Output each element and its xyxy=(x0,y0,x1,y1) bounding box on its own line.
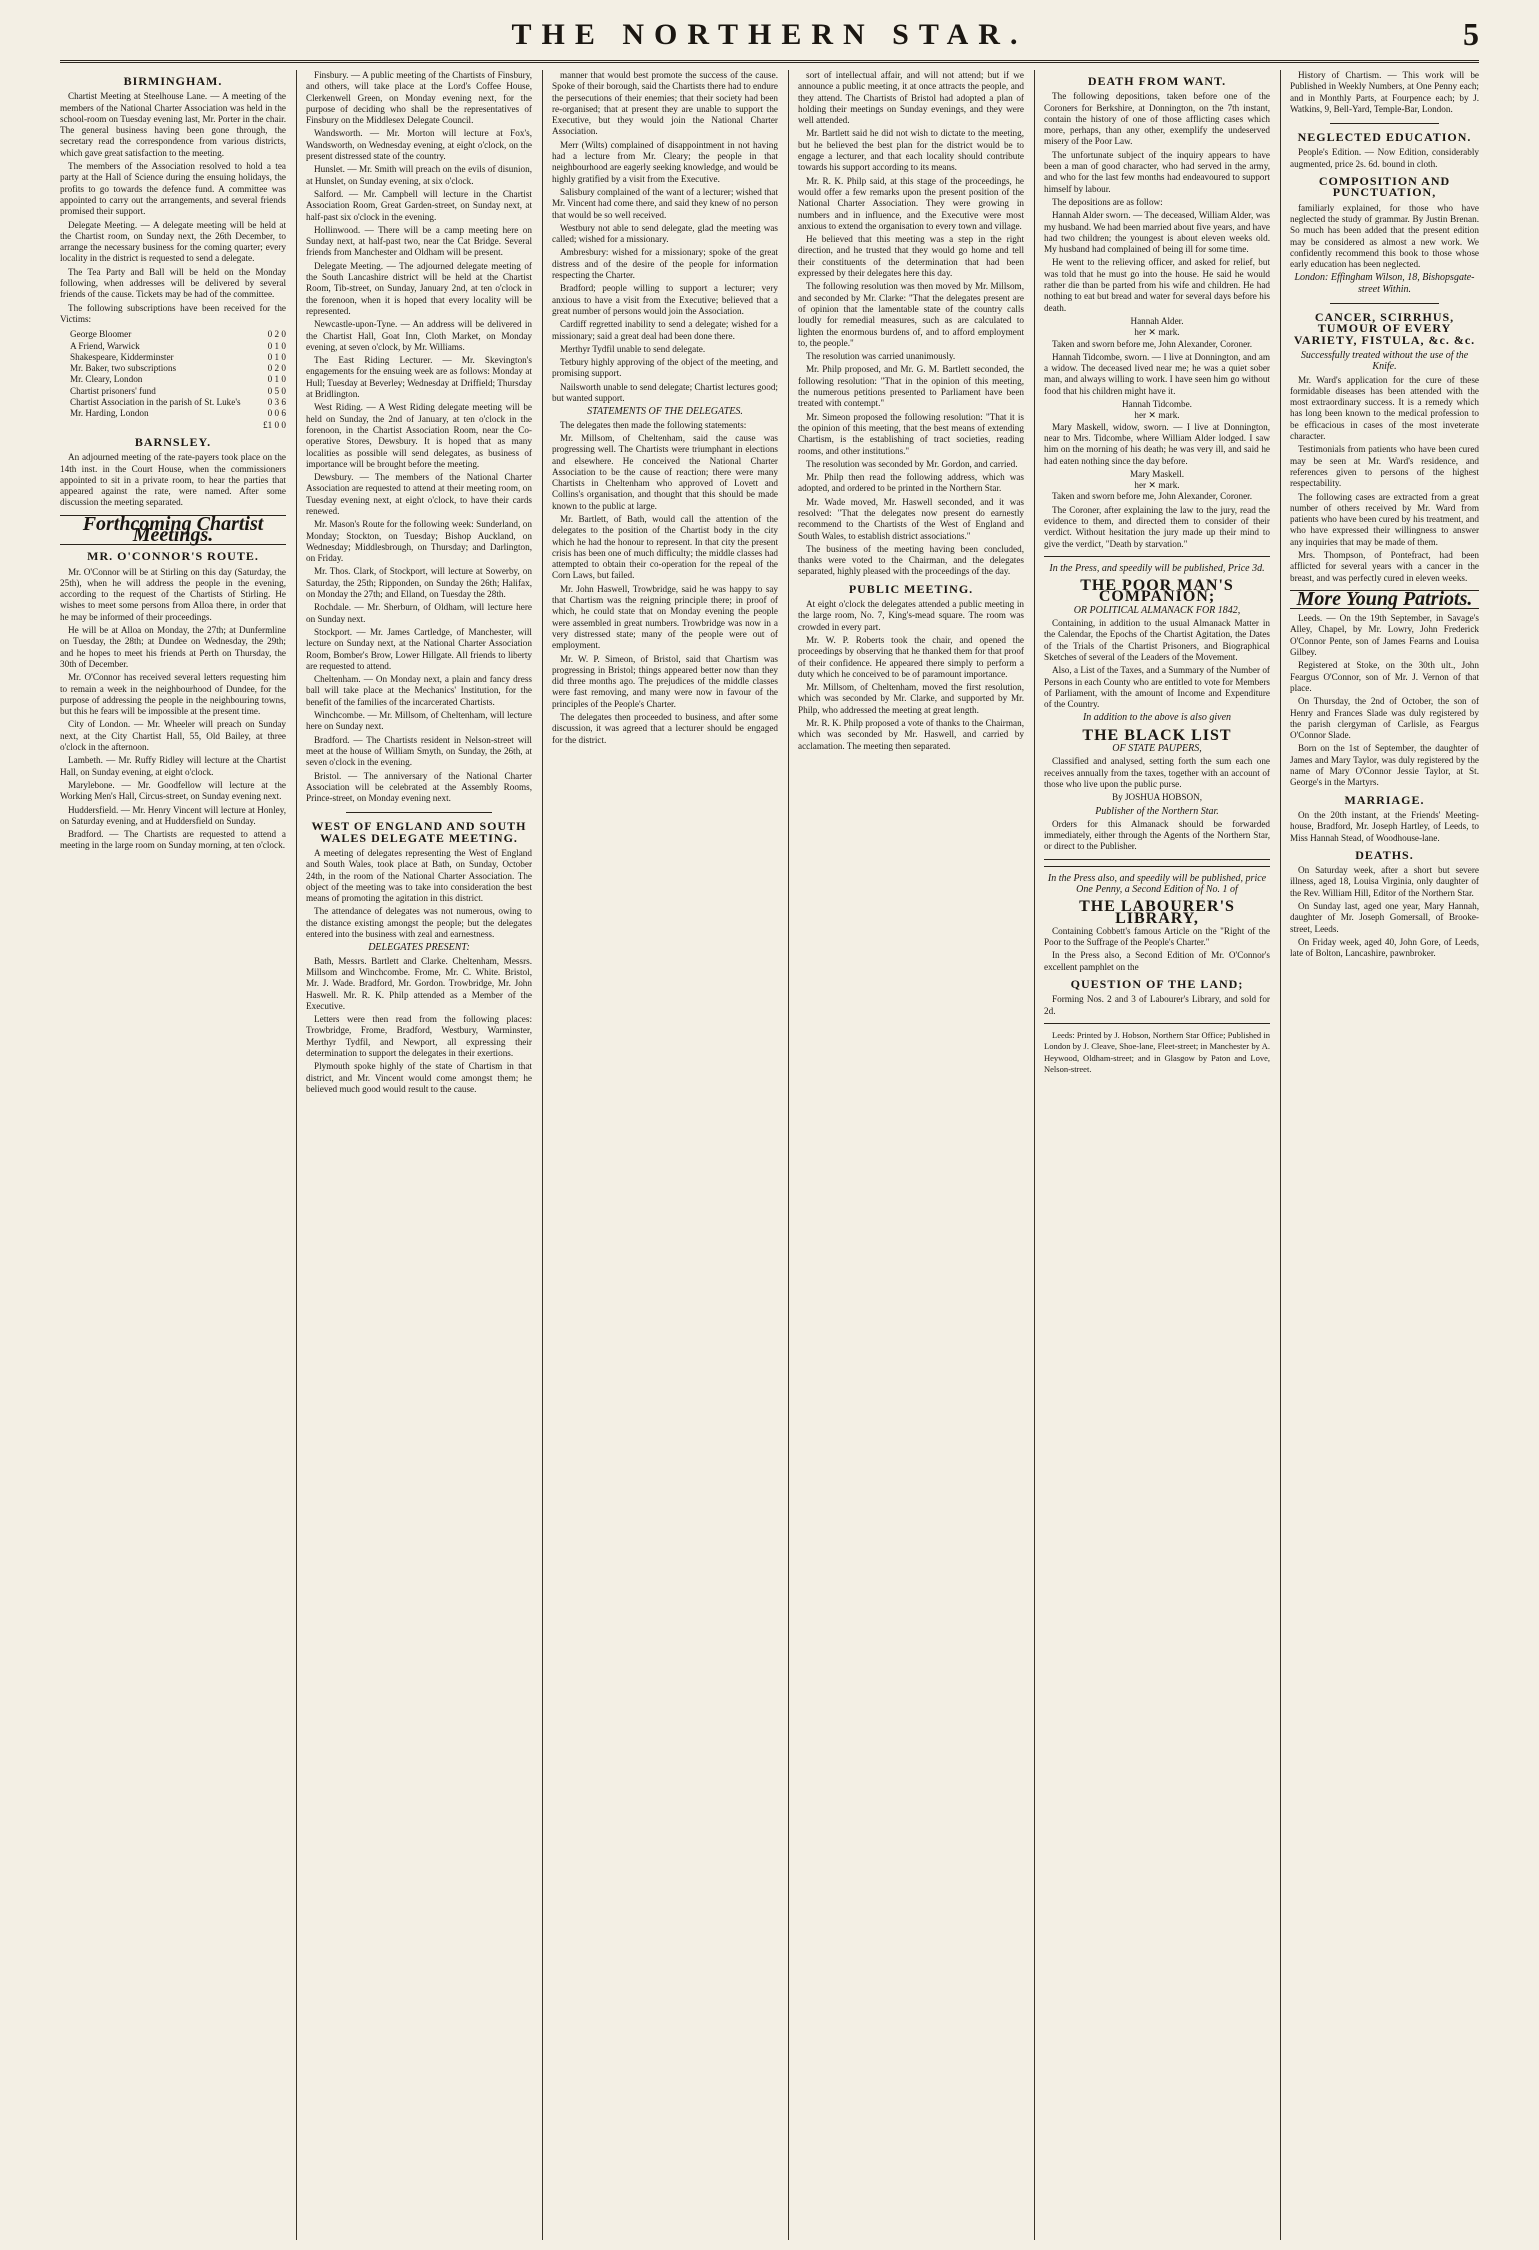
paragraph: Nailsworth unable to send delegate; Chartist lectures good; but wanted support. xyxy=(552,381,778,404)
paragraph: On Saturday week, after a short but severe illness, aged 18, Louisa Virginia, only daughter of the Rev. William Hill, Editor of the Northern Star. xyxy=(1290,865,1479,898)
paragraph: The depositions are as follow: xyxy=(1052,196,1163,207)
paragraph: Hunslet. — Mr. Smith will preach on the evils of disunion, at Hunslet, on Sunday evening, at six o'clock. xyxy=(306,164,532,186)
paragraph: Mr. Philp proposed, and Mr. G. M. Bartlett seconded, the following resolution: "That in the opinion of this meeting, the numerous petitions presented to Parliament have been treated with contempt." xyxy=(798,364,1024,409)
paragraph: The resolution was seconded by Mr. Gordon, and carried. xyxy=(806,458,1018,469)
paragraph: Rochdale. — Mr. Sherburn, of Oldham, will lecture here on Sunday next. xyxy=(306,602,532,624)
ad-title: COMPOSITION AND PUNCTUATION, xyxy=(1318,174,1451,200)
paragraph: The resolution was carried unanimously. xyxy=(806,351,956,362)
paragraph: History of Chartism. — This work will be Published in Weekly Numbers, at One Penny each; and in Monthly Parts, at Fourpence each; by J. Watkins, 9, Bell-Yard, Temple-Bar, London. xyxy=(1290,70,1479,114)
paragraph: Mr. O'Connor will be at Stirling on this day (Saturday, the 25th), when he will address the people in the evening, according to the request of the Chartists of Stirling. He wishes to meet some persons from Alloa there, in order that he may be informed of their proceedings. xyxy=(60,566,286,622)
paragraph: City of London. — Mr. Wheeler will preach on Sunday next, at the City Chartist Hall, 55, Old Bailey, at three o'clock in the afternoon. xyxy=(60,719,286,753)
signature-mark: her ✕ mark. xyxy=(1134,480,1180,491)
paragraph: Testimonials from patients who have been cured may be seen at Mr. Ward's residence, and references given to persons of the highest respectability. xyxy=(1290,444,1479,489)
paragraph: The Coroner, after explaining the law to the jury, read the evidence to them, and directed them to consider of their verdict. Without hesitation the jury made up their mind to give the verdict, "Death by starvation." xyxy=(1044,504,1270,549)
paragraph: The following resolution was then moved by Mr. Millsom, and seconded by Mr. Clarke: "That the delegates present are of opinion that the lamentable state of the country calls loudly for remedial measures, such as are calculated to lighten the enormous burdens of, and to afford employment to, the people." xyxy=(798,281,1024,348)
article-heading: DEATH FROM WANT. xyxy=(1087,74,1227,88)
subscription-amount: 0 2 0 xyxy=(267,363,286,374)
ad-subtitle: OR POLITICAL ALMANACK FOR 1842, xyxy=(1073,604,1241,616)
section-heading: Forthcoming Chartist Meetings. xyxy=(60,515,286,546)
column-4 xyxy=(798,70,1024,2240)
paragraph: The delegates then made the following statements: xyxy=(560,419,747,430)
subscription-row xyxy=(70,352,286,363)
paragraph: Mr. R. K. Philp said, at this stage of the proceedings, he would offer a few remarks upon the present position of the National Charter Association. They were growing in numbers and in influence, and the Executive were most anxious to extend the organisation to every town and village. xyxy=(798,175,1024,231)
paragraph: Mr. Ward's application for the cure of these formidable diseases has been attended with the most extraordinary success. It is a remedy which has long been known to the medical profession to be efficacious in cases of the most inveterate character. xyxy=(1290,374,1479,442)
paragraph: Mr. Wade moved, Mr. Haswell seconded, and it was resolved: "That the delegates now present do earnestly recommend to the Chartists of the West of England and South Wales, to establish district associations." xyxy=(798,496,1024,541)
subscription-row xyxy=(70,363,286,374)
paragraph: West Riding. — A West Riding delegate meeting will be held on Sunday, the 2nd of January, at ten o'clock in the forenoon, in the Chartist Association Room, near the Co-operative Stores, Dewsbury. It is hoped that as many localities as possible will send delegates, as business of importance will be brought before the meeting. xyxy=(306,402,532,469)
paragraph: Finsbury. — A public meeting of the Chartists of Finsbury, and others, will take place at the Lord's Coffee House, Clerkenwell Green, on Monday evening next, for the purpose of deciding who shall be the representatives of Finsbury on the Middlesex Delegate Council. xyxy=(306,70,532,126)
paragraph: At eight o'clock the delegates attended a public meeting in the large room, No. 7, King's-mead square. The room was crowded in every part. xyxy=(798,599,1024,632)
column-rule xyxy=(296,70,297,2240)
newspaper-title: THE NORTHERN STAR. xyxy=(511,18,1028,51)
column-3 xyxy=(552,70,778,2240)
ad-title: THE LABOURER'S LIBRARY, xyxy=(1079,898,1235,927)
paragraph: Westbury not able to send delegate, glad the meeting was called; wished for a missionary. xyxy=(552,222,778,245)
paragraph: Merthyr Tydfil unable to send delegate. xyxy=(560,343,706,354)
paragraph: Mr. R. K. Philp proposed a vote of thanks to the Chairman, which was seconded by Mr. Haswell, and carried by acclamation. The meeting then separated. xyxy=(798,718,1024,751)
signature-name: Mary Maskell. xyxy=(1129,468,1185,479)
ad-title: THE BLACK LIST xyxy=(1082,726,1232,744)
paragraph: sort of intellectual affair, and will not attend; but if we announce a public meeting, it at once attracts the people, and they attend. The Chartists of Bristol had adopted a plan of holding their meetings on Sunday evenings, and they were well attended. xyxy=(798,70,1024,126)
subscriber-name: A Friend, Warwick xyxy=(70,340,140,351)
subscription-amount: 0 2 0 xyxy=(267,329,286,340)
paragraph: Hollinwood. — There will be a camp meeting here on Sunday next, at half-past two, near the Cat Bridge. Several friends from Manchester and Oldham will be present. xyxy=(306,224,532,258)
sub-heading: DELEGATES PRESENT: xyxy=(368,942,470,954)
paragraph: On Sunday last, aged one year, Mary Hannah, daughter of Mr. Joseph Gomersall, of Brooke-street, Leeds. xyxy=(1290,901,1479,934)
page-number: 5 xyxy=(1463,16,1479,52)
paragraph: Tetbury highly approving of the object of the meeting, and promising support. xyxy=(552,357,778,379)
paragraph: The business of the meeting having been concluded, thanks were voted to the Chairman, and the delegates separated, highly pleased with the proceedings of the day. xyxy=(798,543,1024,577)
paragraph: He went to the relieving officer, and asked for relief, but was told that he must go into the house. He said he would rather die than be parted from his wife and children. He had nothing to eat but bread and water for several days before his death. xyxy=(1044,257,1270,313)
signature-name: Hannah Alder. xyxy=(1130,315,1184,326)
ad-subtitle: OF STATE PAUPERS, xyxy=(1112,743,1202,755)
sub-heading: STATEMENTS OF THE DELEGATES. xyxy=(587,406,743,418)
subscriber-name: George Bloomer xyxy=(70,329,132,340)
paragraph: Delegate Meeting. — The adjourned delegate meeting of the South Lancashire district will be held at the Chartist Room, Tib-street, on Sunday, January 2nd, at ten o'clock in the forenoon, when it is hoped that every locality will be represented. xyxy=(306,260,532,316)
separator xyxy=(1330,123,1439,124)
paragraph: On Thursday, the 2nd of October, the son of Henry and Frances Slade was duly registered by the parish clergyman of Carlisle, as Feargus O'Connor Slade. xyxy=(1290,696,1479,741)
paragraph: He will be at Alloa on Monday, the 27th; at Dunfermline on Tuesday, the 28th; at Dundee on Wednesday, the 29th; and he hopes to meet his friends at Perth on Thursday, the 30th of December. xyxy=(60,625,286,669)
paragraph: The Tea Party and Ball will be held on the Monday following, when addresses will be delivered by several friends of the cause. Tickets may be had of the committee. xyxy=(60,266,286,300)
subscription-amount: 0 5 0 xyxy=(267,385,286,396)
paragraph: Containing, in addition to the usual Almanack Matter in the Calendar, the Epochs of the Chartist Agitation, the Dates of the Trials of the Chartist Prisoners, and Biographical Sketches of several of the Leaders of the Movement. xyxy=(1044,618,1270,662)
column-rule xyxy=(788,70,789,2240)
paragraph: Mr. John Haswell, Trowbridge, said he was happy to say that Chartism was the reigning principle there; in proof of which, he could state that on Monday evening the people were assembled in great numbers. Trowbridge was now in a very distressed state; many of the people were out of employment. xyxy=(552,583,778,651)
paragraph: Hannah Alder sworn. — The deceased, William Alder, was my husband. We had been married about five years, and have had two children; the youngest is about eleven weeks old. My husband had complained of being ill for some time. xyxy=(1044,210,1270,255)
subscription-list xyxy=(70,329,286,431)
paragraph: Cheltenham. — On Monday next, a plain and fancy dress ball will take place at the Mechanics' Institution, for the benefit of the families of the incarcerated Chartists. xyxy=(306,674,532,707)
column-5 xyxy=(1044,70,1270,2240)
paragraph: Mrs. Thompson, of Pontefract, had been afflicted for several years with a cancer in the breast, and was perfectly cured in eleven weeks. xyxy=(1290,549,1479,583)
column-rule xyxy=(1034,70,1035,2240)
advertisement-almanack xyxy=(1044,556,1270,860)
subscriber-name: Shakespeare, Kidderminster xyxy=(70,351,174,362)
paragraph: Taken and sworn before me, John Alexander, Coroner. xyxy=(1052,338,1253,349)
paragraph: The East Riding Lecturer. — Mr. Skevington's engagements for the ensuing week are as follows: Monday at Hull; Tuesday at Beverley; Wednesday at Driffield; Thursday at Bridlington. xyxy=(306,355,532,400)
paragraph: Salford. — Mr. Campbell will lecture in the Chartist Association Room, Great Garden-street, on Sunday next, at half-past six o'clock in the evening. xyxy=(306,188,532,222)
subscription-row xyxy=(70,408,286,419)
paragraph: Orders for this Almanack should be forwarded immediately, either through the Agents of the Northern Star, or direct to the Publisher. xyxy=(1044,818,1270,852)
paragraph: Mr. Philp then read the following address, which was adopted, and ordered to be printed in the Northern Star. xyxy=(798,472,1024,494)
paragraph: Wandsworth. — Mr. Morton will lecture at Fox's, Wandsworth, on Wednesday evening, at eight o'clock, on the present distressed state of the country. xyxy=(306,128,532,162)
subscription-amount: 0 0 6 xyxy=(267,408,286,419)
paragraph: On Friday week, aged 40, John Gore, of Leeds, late of Bolton, Lancashire, pawnbroker. xyxy=(1290,936,1479,959)
subscription-row xyxy=(70,397,286,408)
subscription-row xyxy=(70,329,286,340)
paragraph: Mr. O'Connor has received several letters requesting him to remain a week in the neighbourhood of Dundee, for the purpose of addressing the people in the neighbouring towns, but this he fears will be impossible at the present time. xyxy=(60,672,286,717)
paragraph: Mr. Bartlett, of Bath, would call the attention of the delegates to the position of the Chartist body in the city which he had the honour to represent. In that city the present crisis has been one of much difficulty; the middle classes had attempted to obtain their co-operation for the repeal of the Corn Laws, but failed. xyxy=(552,513,778,581)
paragraph: familiarly explained, for those who have neglected the study of grammar. By Justin Brenan. So much has been added that the present edition may be considered as almost a new work. We confidently recommend this book to those whose early education has been neglected. xyxy=(1290,202,1479,270)
article-heading: MARRIAGE. xyxy=(1344,792,1425,807)
paragraph: Classified and analysed, setting forth the sum each one receives annually from the taxes, together with an account of those who live upon the public purse. xyxy=(1044,756,1270,789)
ad-author-subtitle: Publisher of the Northern Star. xyxy=(1095,805,1219,817)
subscription-amount: 0 1 0 xyxy=(267,351,286,362)
signature-name: Hannah Tidcombe. xyxy=(1122,399,1192,410)
paragraph: Bradford; people willing to support a lecturer; very anxious to have a visit from the Executive; believed that a great number of persons would join the Association. xyxy=(552,283,778,316)
paragraph: Letters were then read from the following places: Trowbridge, Frome, Bradford, Westbury, Warminster, Merthyr Tydfil, and Newport, all expressing their determination to support the delegates in their exertions. xyxy=(306,1014,532,1059)
paragraph: Born on the 1st of September, the daughter of James and Mary Taylor, was duly registered by the name of Mary O'Connor Jessie Taylor, at St. George's in the Martyrs. xyxy=(1290,743,1479,788)
paragraph: Mary Maskell, widow, sworn. — I live at Donnington, near to Mrs. Tidcombe, where William Alder lodged. I saw him on the morning of his death; he was very ill, and said he had eaten nothing since the day before. xyxy=(1044,421,1270,466)
paragraph: On the 20th instant, at the Friends' Meeting-house, Bradford, Mr. Joseph Hartley, of Leeds, to Miss Hannah Stead, of Woodhouse-lane. xyxy=(1290,809,1479,843)
paragraph: Dewsbury. — The members of the National Charter Association are requested to attend at their meeting room, on Tuesday evening next, at eight o'clock, to have their cards renewed. xyxy=(306,472,532,516)
column-6 xyxy=(1290,70,1479,2240)
article-heading: BIRMINGHAM. xyxy=(123,74,223,88)
paragraph: Bradford. — The Chartists resident in Nelson-street will meet at the house of William Smyth, on Sunday, the 26th, at seven o'clock in the evening. xyxy=(306,734,532,768)
masthead xyxy=(60,14,1479,63)
ad-title: CANCER, SCIRRHUS, TUMOUR OF EVERY VARIETY, FISTULA, &c. &c. xyxy=(1293,310,1476,347)
paragraph: Cardiff regretted inability to send a delegate; wished for a missionary; said a great deal had been done there. xyxy=(552,319,778,341)
ad-title: THE POOR MAN'S COMPANION; xyxy=(1080,577,1234,606)
article-heading: PUBLIC MEETING. xyxy=(848,581,974,596)
paragraph: Mr. W. P. Simeon, of Bristol, said that Chartism was progressing in Bristol; things appeared better now than they did three months ago. The prejudices of the middle classes were fast removing, and many were now in favour of the principles of the People's Charter. xyxy=(552,653,778,709)
subscription-row xyxy=(70,386,286,397)
article-heading: DEATHS. xyxy=(1355,847,1414,862)
paragraph: manner that would best promote the success of the cause. Spoke of their borough, said the Chartists there had to endure the persecutions of their enemies; that their society had been re-organised; that at present they are unable to support the Executive, but they would join the National Charter Association. xyxy=(552,70,778,137)
paragraph: In the Press also, a Second Edition of Mr. O'Connor's excellent pamphlet on the xyxy=(1044,950,1270,972)
subscriber-name: Mr. Cleary, London xyxy=(70,374,143,385)
signature-mark: her ✕ mark. xyxy=(1134,327,1180,338)
subscriber-name: Chartist prisoners' fund xyxy=(70,385,156,396)
ad-author: By JOSHUA HOBSON, xyxy=(1111,792,1203,803)
paragraph: Leeds. — On the 19th September, in Savage's Alley, Chapel, by Mr. Lowry, John Frederick O'Connor Pente, son of James Fearns and Louisa Gilbey. xyxy=(1290,613,1479,658)
paragraph: Registered at Stoke, on the 30th ult., John Feargus O'Connor, son of Mr. J. Vernon of that place. xyxy=(1290,660,1479,693)
paragraph: Bradford. — The Chartists are requested to attend a meeting in the large room on Sunday morning, at ten o'clock. xyxy=(60,829,286,851)
paragraph: Mr. W. P. Roberts took the chair, and opened the proceedings by observing that he thanked them for that proof of their confidence. He appeared there simply to perform a duty which he conceived to be of paramount importance. xyxy=(798,634,1024,679)
paragraph: Newcastle-upon-Tyne. — An address will be delivered in the Chartist Hall, Goat Inn, Cloth Market, on Monday evening, at seven o'clock, by Mr. Williams. xyxy=(306,319,532,352)
signature-mark: her ✕ mark. xyxy=(1134,410,1180,421)
paragraph: The following depositions, taken before one of the Coroners for Berkshire, at Donnington, on the 7th instant, contain the history of one of those afflicting cases which more, perhaps, than any other, exemplify the undeserved misery of the Poor Law. xyxy=(1044,91,1270,147)
article-heading: WEST OF ENGLAND AND SOUTH WALES DELEGATE MEETING. xyxy=(311,819,527,845)
subscription-amount: 0 1 0 xyxy=(267,340,286,351)
ad-title: NEGLECTED EDUCATION. xyxy=(1297,130,1472,145)
subscription-row xyxy=(70,374,286,385)
paragraph: Plymouth spoke highly of the state of Chartism in that district, and Mr. Vincent would come amongst them; he believed much good would result to the cause. xyxy=(306,1061,532,1094)
paragraph: Mr. Mason's Route for the following week: Sunderland, on Monday; Stockton, on Tuesday; Bishop Auckland, on Wednesday; Middlesbrough, on Thursday; and Darlington, on Friday. xyxy=(306,519,532,564)
paragraph: A meeting of delegates representing the West of England and South Wales, took place at Bath, on Sunday, October 24th, in the room of the National Charter Association. The object of the meeting was to take into consideration the best means of promoting the agitation in this district. xyxy=(306,848,532,904)
paragraph: The delegates then proceeded to business, and after some discussion, it was agreed that a lecturer should be engaged for the district. xyxy=(552,712,778,745)
paragraph: Bath, Messrs. Bartlett and Clarke. Cheltenham, Messrs. Millsom and Winchcombe. Frome, Mr. C. White. Bristol, Mr. J. Wade. Bradford, Mr. Gordon. Trowbridge, Mr. John Haswell. Mr. R. K. Philp attended as a Member of the Executive. xyxy=(306,955,532,1011)
paragraph: An adjourned meeting of the rate-payers took place on the 14th inst. in the Court House, when the commissioners appointed to sit in a private room, to hear the parties that appeared against the rate, were named. After some discussion the meeting separated. xyxy=(60,452,286,508)
subscription-amount: 0 1 0 xyxy=(267,374,286,385)
separator xyxy=(346,812,492,813)
paragraph: Delegate Meeting. — A delegate meeting will be held at the Chartist room, on Sunday next, the 26th December, to arrange the necessary business for the coming quarter; every locality in the district is requested to send a delegate. xyxy=(60,219,286,264)
subscriber-name: Chartist Association in the parish of St. Luke's xyxy=(70,397,241,408)
paragraph: Forming Nos. 2 and 3 of Labourer's Library, and sold for 2d. xyxy=(1044,994,1270,1016)
ad-intro: In the Press also, and speedily will be published, price One Penny, a Second Edition of No. 1 of xyxy=(1047,872,1267,895)
paragraph: People's Edition. — Now Edition, considerably augmented, price 2s. 6d. bound in cloth. xyxy=(1290,147,1479,169)
paragraph: The following subscriptions have been received for the Victims: xyxy=(60,302,286,324)
article-heading: MR. O'CONNOR'S ROUTE. xyxy=(87,549,259,564)
ad-footer: In addition to the above is also given xyxy=(1082,712,1232,724)
paragraph: Taken and sworn before me, John Alexander, Coroner. xyxy=(1052,491,1253,502)
paragraph: The following cases are extracted from a great number of others received by Mr. Ward from patients who have been cured by his treatment, and who have expressed their willingness to answer any inquiries that may be made of them. xyxy=(1290,491,1479,547)
paragraph: Merr (Wilts) complained of disappointment in not having had a lecture from Mr. Cleary; the people in that neighbourhood are eagerly seeking knowledge, and would be highly gratified by a visit from the Executive. xyxy=(552,139,778,184)
subscription-total xyxy=(70,420,286,431)
paragraph: The attendance of delegates was not numerous, owing to the distance existing amongst the people; but the delegates entered into the business with zeal and earnestness. xyxy=(306,906,532,940)
paragraph: Hannah Tidcombe, sworn. — I live at Donnington, and am a widow. The deceased lived near me; he was a quiet sober man, and always willing to work. I have seen him go without food that his children might have it. xyxy=(1044,351,1270,396)
paragraph: Lambeth. — Mr. Ruffy Ridley will lecture at the Chartist Hall, on Sunday evening, at eight o'clock. xyxy=(60,755,286,777)
paragraph: Winchcombe. — Mr. Millsom, of Cheltenham, will lecture here on Sunday next. xyxy=(306,710,532,732)
paragraph: Chartist Meeting at Steelhouse Lane. — A meeting of the members of the National Charter Association was held in the school-room on Tuesday evening last, Mr. Porter in the chair. The general business having been gone through, the secretary read the correspondence from various districts, which gave great satisfaction to the meeting. xyxy=(60,91,286,158)
paragraph: The unfortunate subject of the inquiry appears to have been a man of good character, who had served in the army, and who for the last few months had endeavoured to support himself by labour. xyxy=(1044,149,1270,194)
ad-imprint: London: Effingham Wilson, 18, Bishopsgate-street Within. xyxy=(1294,272,1475,295)
subscription-row xyxy=(70,341,286,352)
column-1 xyxy=(60,70,286,2240)
columns xyxy=(60,70,1479,2240)
column-rule xyxy=(542,70,543,2240)
paragraph: Mr. Simeon proposed the following resolution: "That it is the opinion of this meeting, that the best means of extending Chartism, is the establishing of tract societies, reading rooms, and other institutions." xyxy=(798,411,1024,456)
ad-intro: In the Press, and speedily will be published, Price 3d. xyxy=(1049,562,1265,574)
paragraph: He believed that this meeting was a step in the right direction, and he trusted that they would go home and tell their constituents of the determination that had been expressed by their delegates here this day. xyxy=(798,234,1024,279)
paragraph: Ambresbury: wished for a missionary; spoke of the great distress and of the desire of the people for information respecting the Charter. xyxy=(552,247,778,281)
article-heading: BARNSLEY. xyxy=(134,434,212,449)
paragraph: The members of the Association resolved to hold a tea party at the Hall of Science during the ensuing holidays, the profits to go towards the defence fund. A committee was appointed to carry out the arrangements, and several friends promised their support. xyxy=(60,161,286,217)
paragraph: Mr. Millsom, of Cheltenham, moved the first resolution, which was seconded by Mr. Clarke, and supported by Mr. Philp, who addressed the meeting at great length. xyxy=(798,682,1024,715)
paragraph: Mr. Bartlett said he did not wish to dictate to the meeting, but he believed the best plan for the district would be to engage a lecturer, and that each locality should contribute towards his support according to its means. xyxy=(798,128,1024,173)
ad-subtitle: Successfully treated without the use of the Knife. xyxy=(1300,349,1469,373)
separator xyxy=(1330,303,1439,304)
printer-imprint: Leeds: Printed by J. Hobson, Northern Star Office; Published in London by J. Cleave, Shoe-lane, Fleet-street; in Manchester by A. Heywood, Oldham-street; and in Glasgow by Paton and Love, Nelson-street. xyxy=(1044,1029,1270,1074)
paragraph: Salisbury complained of the want of a lecturer; wished that Mr. Vincent had come there, and said they knew of no person that would be so well received. xyxy=(552,186,778,220)
paragraph: Huddersfield. — Mr. Henry Vincent will lecture at Honley, on Saturday evening, and at Huddersfield on Sunday. xyxy=(60,804,286,826)
paragraph: Stockport. — Mr. James Cartledge, of Manchester, will lecture on Sunday next, at the National Charter Association Room, Bomber's Brow, Lower Hillgate. All friends to liberty are requested to attend. xyxy=(306,626,532,671)
advertisement-library xyxy=(1044,866,1270,1024)
paragraph: Mr. Thos. Clark, of Stockport, will lecture at Sowerby, on Saturday, the 25th; Ripponden, on Sunday the 26th; Halifax, on Monday the 27th; and Elland, on Tuesday the 28th. xyxy=(306,566,532,600)
column-rule xyxy=(1280,70,1281,2240)
paragraph: Marylebone. — Mr. Goodfellow will lecture at the Working Men's Hall, Circus-street, on Sunday evening next. xyxy=(60,779,286,802)
subscriber-name: Mr. Harding, London xyxy=(70,408,149,419)
subscriber-name: Mr. Baker, two subscriptions xyxy=(70,363,177,374)
ad-title: QUESTION OF THE LAND; xyxy=(1070,977,1244,992)
paragraph: Mr. Millsom, of Cheltenham, said the cause was progressing well. The Chartists were triumphant in elections and elsewhere. He conceived the National Charter Association to be the cause of reaction; there were many Chartists in Cheltenham who approved of Lovett and Collins's organisation, and thought that this should be made known to the public at large. xyxy=(552,432,778,511)
section-heading: More Young Patriots. xyxy=(1290,590,1479,609)
paragraph: Bristol. — The anniversary of the National Charter Association will be celebrated at the Assembly Rooms, Prince-street, on Monday evening next. xyxy=(306,770,532,804)
total-amount: £1 0 0 xyxy=(263,419,286,430)
subscription-amount: 0 3 6 xyxy=(267,397,286,408)
paragraph: Also, a List of the Taxes, and a Summary of the Number of Persons in each County who are entitled to vote for Members of Parliament, with the amount of Income and Expenditure of the Country. xyxy=(1044,665,1270,710)
column-2 xyxy=(306,70,532,2240)
paragraph: Containing Cobbett's famous Article on the "Right of the Poor to the Suffrage of the People's Charter." xyxy=(1044,925,1270,948)
